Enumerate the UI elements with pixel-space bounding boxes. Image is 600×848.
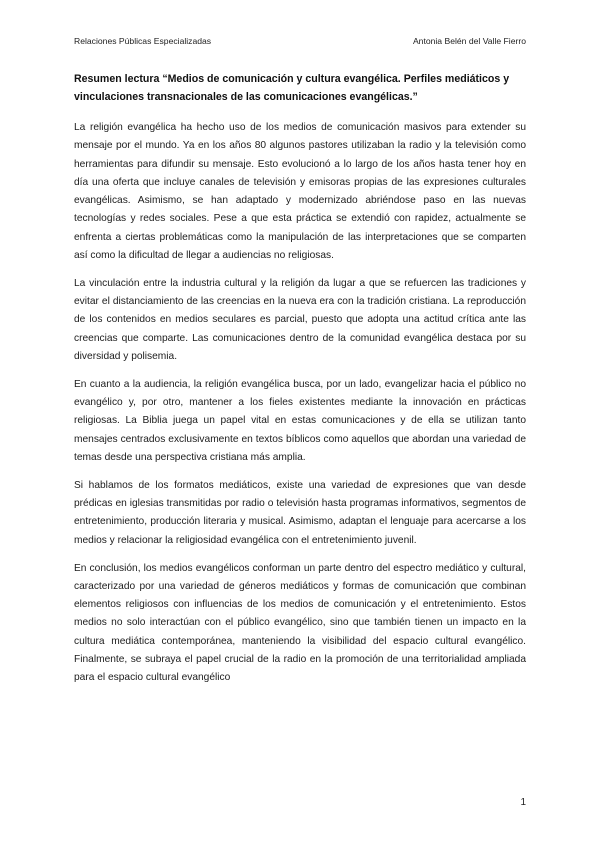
document-body (74, 119, 526, 697)
page-number: 1 (520, 797, 526, 808)
paragraph-audience: En cuanto a la audiencia, la religión evangélica busca, por un lado, evangelizar hacia el público no evangélico y, por otro, mantener a los fieles existentes mediante la innovación en prácticas religiosas. La Biblia juega un papel vital en estas comunicaciones y de ella se utilizan tanto mensajes centrados exclusivamente en textos bíblicos como aquellos que abordan una variedad de temas desde una perspectiva cristiana más amplia. (74, 378, 526, 464)
header-author-name: Antonia Belén del Valle Fierro (412, 36, 526, 46)
paragraph-cultural-industry: La vinculación entre la industria cultural y la religión da lugar a que se refuercen las tradiciones y evitar el distanciamiento de las creencias en la nueva era con la tradición cristiana. La reproducción de los contenidos en medios seculares es parcial, puesto que adopta una actitud crítica ante las creencias que comparte. Las comunicaciones dentro de la comunidad evangélica destaca por su diversidad y polisemia. (74, 277, 526, 363)
header-course-name: Relaciones Públicas Especializadas (74, 36, 212, 46)
document-title: Resumen lectura “Medios de comunicación y cultura evangélica. Perfiles mediáticos y vinculaciones transnacionales de las comunicaciones evangélicas.” (74, 73, 510, 103)
paragraph-intro: La religión evangélica ha hecho uso de los medios de comunicación masivos para extender su mensaje por el mundo. Ya en los años 80 algunos pastores utilizaban la radio y la televisión como herramientas para difundir su mensaje. Esto evolucionó a lo largo de los años hasta tener hoy en día una oferta que incluye canales de televisión y emisoras propias de las expresiones culturales evangélicas. Asimismo, se han adaptado y modernizado abriéndose paso en las nuevas tecnologías y redes sociales. Pese a que esta práctica se extendió con rapidez, actualmente se enfrenta a ciertas problemáticas como la manipulación de las interpretaciones que se comparten así como la dificultad de llegar a audiencias no religiosas. (74, 122, 526, 262)
page-header (74, 36, 526, 46)
paragraph-media-formats: Si hablamos de los formatos mediáticos, existe una variedad de expresiones que van desde prédicas en iglesias transmitidas por radio o televisión hasta programas informativos, segmentos de entretenimiento, producción literaria y musical. Asimismo, adaptan el lenguaje para acercarse a los medios y relacionar la religiosidad evangélica con el entretenimiento juvenil. (74, 479, 526, 546)
paragraph-conclusion: En conclusión, los medios evangélicos conforman un parte dentro del espectro mediático y cultural, caracterizado por una variedad de géneros mediáticos y formas de comunicación que combinan elementos religiosos con influencias de los medios de comunicación y el entretenimiento. Estos medios no solo interactúan con el público evangélico, sino que también tienen un impacto en la cultura mediática contemporánea, manteniendo la visibilidad del espacio cultural evangélico. Finalmente, se subraya el papel crucial de la radio en la promoción de una territorialidad ampliada para el espacio cultural evangélico (74, 562, 526, 684)
